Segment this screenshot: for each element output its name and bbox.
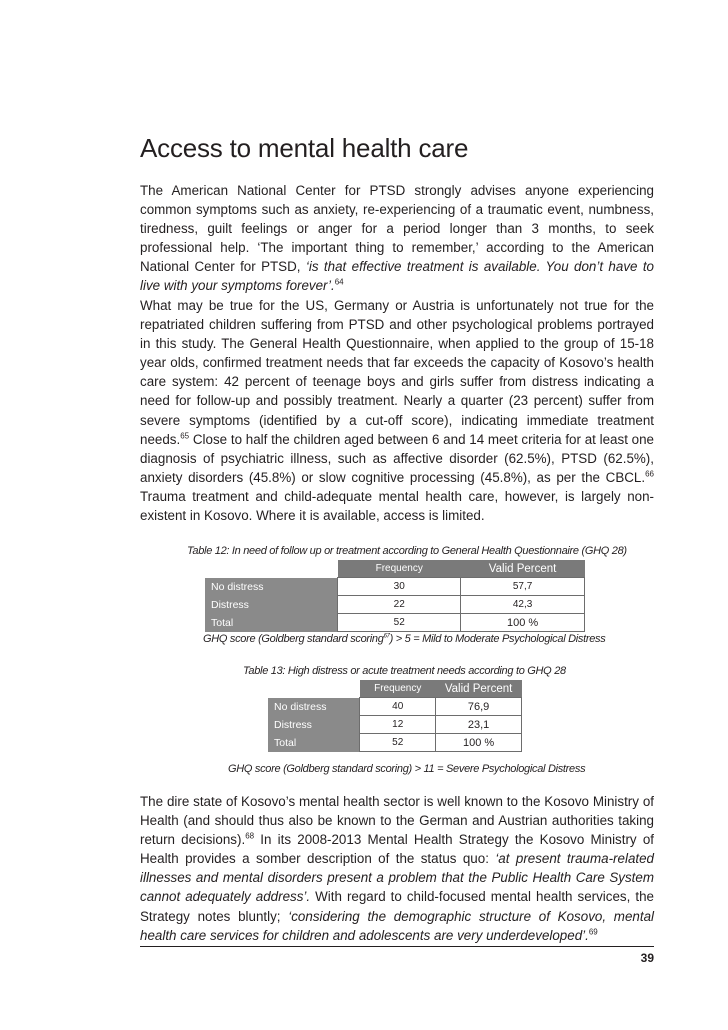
paragraph-ptsd-advice [140,181,654,296]
valid-percent-cell: 23,1 [436,716,522,734]
row-label: No distress [268,698,360,716]
table-row [268,734,522,752]
valid-percent-cell: 57,7 [461,578,585,596]
quote-text: ‘is that effective treatment is available. You don’t have to live with your symptoms forever’. [140,259,655,294]
note-text: ) > 5 = Mild to Moderate Psychological Distress [389,633,606,645]
section-title: Access to mental health care [140,133,469,163]
valid-percent-cell: 76,9 [436,698,522,716]
frequency-cell: 52 [360,734,436,752]
footnote-ref[interactable]: 66 [645,469,654,479]
paragraph-text: In its 2008-2013 Mental Health Strategy the Kosovo Ministry of Health provides a somber description of the status quo: [140,832,654,867]
paragraph-mental-health-strategy [140,792,654,945]
table13-caption: Table 13: High distress or acute treatment needs according to GHQ 28 [243,665,566,677]
table-row [205,578,585,596]
footnote-ref[interactable]: 64 [334,278,344,287]
table-row [205,614,585,632]
footer-divider [140,946,654,947]
row-label: No distress [205,578,338,596]
frequency-cell: 30 [338,578,461,596]
table-row [268,698,522,716]
footnote-ref[interactable]: 67 [383,633,390,640]
table13-note: GHQ score (Goldberg standard scoring) > 11 = Severe Psychological Distress [228,763,586,775]
footnote-ref[interactable]: 65 [180,431,190,441]
column-header-frequency: Frequency [338,560,461,578]
row-label: Distress [268,716,360,734]
valid-percent-cell: 42,3 [461,596,585,614]
paragraph-text: With regard to child-focused mental health services, the Strategy notes bluntly; [140,889,654,924]
row-label: Distress [205,596,338,614]
frequency-cell: 40 [360,698,436,716]
paragraph-text: Trauma treatment and child-adequate mental health care, however, is largely non-existent in Kosovo. Where it is available, access is limited. [140,488,654,524]
table-row [205,596,585,614]
column-header-valid-percent: Valid Percent [436,680,522,698]
table-header-row [268,680,522,698]
quote-text: ‘at present trauma-related illnesses and mental disorders present a problem that the Public Health Care System cannot adequately address’. [140,851,655,905]
valid-percent-cell: 100 % [461,614,585,632]
row-label: Total [205,614,338,632]
table-header-blank [268,680,360,698]
paragraph-treatment-needs [140,296,654,525]
table12-caption: Table 12: In need of follow up or treatment according to General Health Questionnaire (GHQ 28) [187,545,627,557]
row-label: Total [268,734,360,752]
table-row [268,716,522,734]
paragraph-text: The American National Center for PTSD strongly advises anyone experiencing common symptoms such as anxiety, re-experiencing of a traumatic event, numbness, tiredness, guilt feelings or anger for a period longer than 3 months, to seek professional help. ‘The important thing to remember,’ according to the American National Center for PTSD, [140,183,654,275]
paragraph-text: What may be true for the US, Germany or Austria is unfortunately not true for the repatriated children suffering from PTSD and other psychological problems portrayed in this study. The General Health Questionnaire, when applied to the group of 15-18 year olds, confirmed treatment needs that far exceeds the capacity of Kosovo’s health care system: 42 percent of teenage boys and girls suffer from distress indicating a need for follow-up and possibly treatment. Nearly a quarter (23 percent) suffer from severe symptoms (identified by a cut-off score), indicating immediate treatment needs. [140,298,654,447]
note-text: GHQ score (Goldberg standard scoring [203,633,384,645]
quote-text: ‘considering the demographic structure of Kosovo, mental health care services for children and adolescents are very underdeveloped’. [140,908,654,943]
column-header-frequency: Frequency [360,680,436,698]
table-header-row [205,560,585,578]
table12 [205,560,585,632]
paragraph-text: The dire state of Kosovo’s mental health sector is well known to the Kosovo Ministry of Health (and should thus also be known to the German and Austrian authorities taking return decisions). [140,794,654,848]
frequency-cell: 52 [338,614,461,632]
paragraph-text: Close to half the children aged between 6 and 14 meet criteria for at least one diagnosis of psychiatric illness, such as affective disorder (62.5%), PTSD (62.5%), anxiety disorders (45.8%) or slow cognitive processing (45.8%), as per the CBCL. [140,431,654,485]
page-number: 39 [640,951,654,965]
frequency-cell: 12 [360,716,436,734]
footnote-ref[interactable]: 68 [245,831,255,841]
valid-percent-cell: 100 % [436,734,522,752]
frequency-cell: 22 [338,596,461,614]
table13 [268,680,522,752]
table12-note [203,633,605,645]
table-header-blank [205,560,338,578]
footnote-ref[interactable]: 69 [588,927,598,937]
column-header-valid-percent: Valid Percent [461,560,585,578]
